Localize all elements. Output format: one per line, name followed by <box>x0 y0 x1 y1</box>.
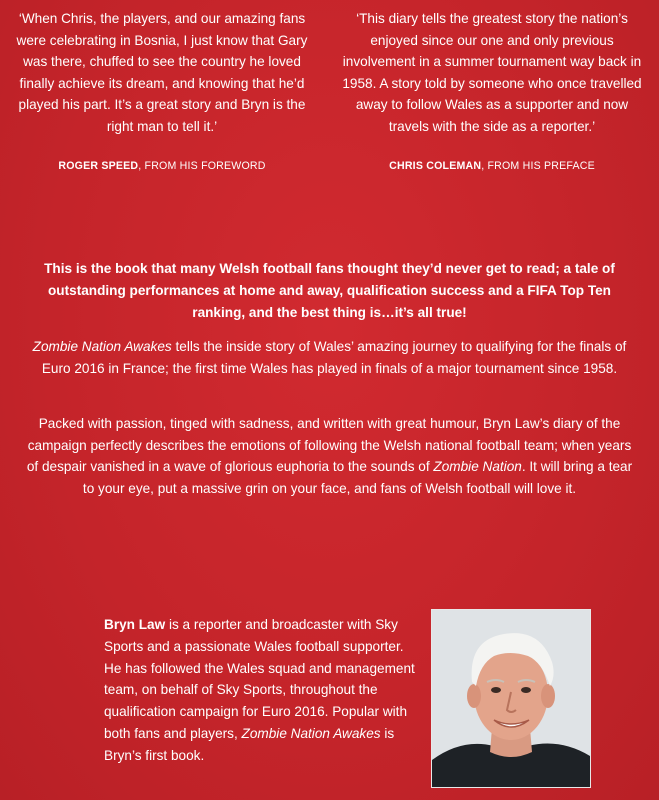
book-title: Zombie Nation Awakes <box>241 725 381 741</box>
bio-text-end: is Bryn’s first book. <box>104 725 395 763</box>
blurb-text: tells the inside story of Wales’ amazing journey to qualifying for the finals of Euro 2016 in France; the first time Wales has played in finals of a major tournament since 1958. <box>41 339 627 376</box>
author-portrait-photo <box>431 609 591 788</box>
blurb-paragraph-1 <box>22 336 637 379</box>
attribution-source: , FROM HIS PREFACE <box>481 160 595 172</box>
quote-roger-speed: ‘When Chris, the players, and our amazing fans were celebrating in Bosnia, I just know that Gary was there, chuffed to see the country he loved finally achieve its dream, and knowing that he’d played his part. It’s a great story and Bryn is the right man to tell it.’ <box>16 11 308 134</box>
attribution-name: ROGER SPEED <box>58 160 139 172</box>
author-name: Bryn Law <box>104 617 166 632</box>
portrait-icon <box>432 610 590 787</box>
attribution-chris-coleman <box>336 160 648 172</box>
blurb-text: Packed with passion, tinged with sadness, and written with great humour, Bryn Law’s diary of the campaign perfectly describes the emotions of following the Welsh national football team; when years of despair vanished in a wave of glorious euphoria to the sounds of <box>26 416 632 474</box>
song-title: Zombie Nation <box>433 459 522 474</box>
attribution-source: , FROM HIS FOREWORD <box>138 160 266 172</box>
quote-chris-coleman: ‘This diary tells the greatest story the nation’s enjoyed since our one and only previous involvement in a summer tournament way back in 1958. A story told by someone who once travelled away to follow Wales as a supporter and now travels with the side as a reporter.’ <box>342 11 642 134</box>
book-title: Zombie Nation Awakes <box>32 339 172 354</box>
attribution-roger-speed <box>12 160 312 172</box>
bio-text: is a reporter and broadcaster with Sky Sports and a passionate Wales football supporter. He has followed the Wales squad and management team, on behalf of Sky Sports, throughout the qualification campaign for Euro 2016. Popular with both fans and players, <box>104 617 415 741</box>
attribution-name: CHRIS COLEMAN <box>389 160 482 172</box>
intro-blurb: This is the book that many Welsh football fans thought they’d never get to read; a tale of outstanding performances at home and away, qualification success and a FIFA Top Ten ranking, and the best thing is…it’s all true! <box>44 261 615 320</box>
blurb-text-end: . It will bring a tear to your eye, put a massive grin on your face, and fans of Welsh football will love it. <box>82 459 633 496</box>
blurb-paragraph-2 <box>22 413 637 499</box>
endorsements <box>0 0 659 200</box>
author-bio <box>104 614 420 767</box>
